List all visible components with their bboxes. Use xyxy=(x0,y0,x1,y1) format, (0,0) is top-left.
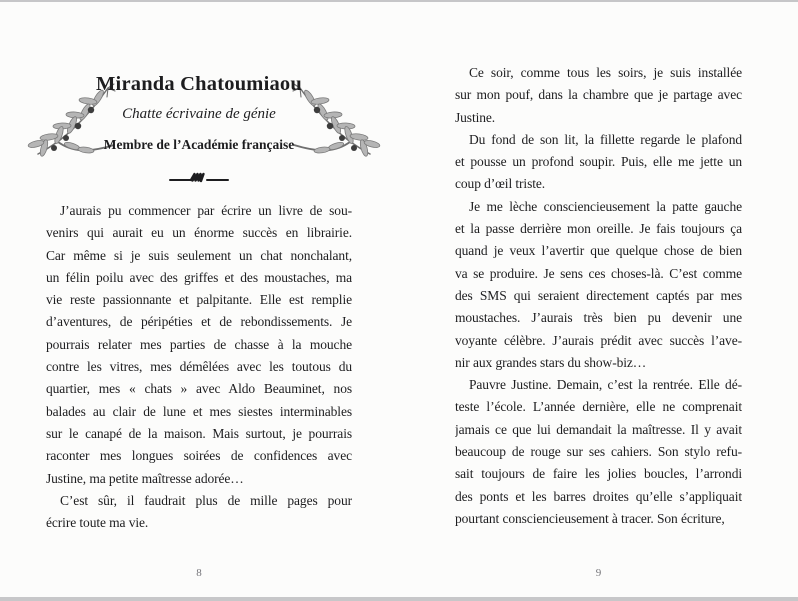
text-line: beaucoup de rouge sur ses cahiers. Son stylo refu- xyxy=(455,444,742,460)
text-line: contre les vitres, mes démêlées avec les toutous du xyxy=(46,359,352,375)
squiggle-divider-icon xyxy=(168,170,230,188)
text-line: des SMS qui seraient directement captés par mes xyxy=(455,287,742,303)
text-line: jamais ce que lui demandait la maîtresse. Il y avait xyxy=(455,421,742,437)
text-line: balades au clair de lune et mes siestes interminables xyxy=(46,403,352,419)
text-line: un félin poilu avec des griffes et des moustaches, ma xyxy=(46,269,352,285)
text-line: écrire toute ma vie. xyxy=(46,515,149,531)
right-page-number: 9 xyxy=(595,567,602,579)
author-membership: Membre de l’Académie française xyxy=(103,137,295,152)
text-line: Ce soir, comme tous les soirs, je suis installée xyxy=(469,65,742,80)
text-line: nir aux grandes stars du show-biz… xyxy=(455,354,647,370)
text-line: voyante célèbre. J’aurais prédit avec succès l’ave- xyxy=(455,332,742,348)
text-line: quartier, mes « chats » avec Aldo Beauminet, nos xyxy=(46,381,352,397)
text-line: venirs qui aurait eu un énorme succès en librairie. xyxy=(46,225,352,241)
text-line: sur le canapé de la maison. Mais surtout, je pourrais xyxy=(46,425,352,441)
text-line: coup d’œil triste. xyxy=(455,176,546,192)
left-page-number: 8 xyxy=(196,567,202,579)
bottom-border xyxy=(0,597,798,601)
text-line: Justine, ma petite maîtresse adorée… xyxy=(46,470,244,486)
text-line: sait toujours de faire les jolies boucles, l’arrondi xyxy=(455,466,742,482)
top-border xyxy=(0,0,798,2)
text-line: va se produire. Je sens ces choses-là. C’est comme xyxy=(455,265,742,281)
text-line: moustaches. J’aurais très bien pu devenir une xyxy=(455,310,742,326)
text-line: pourrais relater mes parties de chasse à la mouche xyxy=(46,336,352,352)
text-line: raconter mes longues soirées de confidences avec xyxy=(46,448,352,464)
text-line: C’est sûr, il faudrait plus de mille pages pour xyxy=(60,492,352,508)
text-line: des ponts et les barres droites qu’elle s’appliquait xyxy=(455,488,742,504)
text-line: sur mon pouf, dans la chambre que je partage avec xyxy=(455,87,742,103)
author-role: Chatte écrivaine de génie xyxy=(122,106,276,122)
text-line: d’aventures, de péripéties et de rebondissements. Je xyxy=(46,314,352,330)
text-line: J’aurais pu commencer par écrire un livre de sou- xyxy=(60,203,352,218)
text-line: pourtant consciencieusement à tracer. Son écriture, xyxy=(455,510,725,526)
text-line: teste l’école. L’année dernière, elle ne comprenait xyxy=(455,399,742,415)
author-name: Miranda Chatoumiaou xyxy=(96,73,302,95)
text-line: vie reste passionnante et palpitante. Elle est remplie xyxy=(46,292,352,308)
text-line: Pauvre Justine. Demain, c’est la rentrée. Elle dé- xyxy=(469,377,742,393)
text-line: Car même si je suis seulement un chat nonchalant, xyxy=(46,247,352,263)
text-line: Du fond de son lit, la fillette regarde le plafond xyxy=(469,131,742,147)
text-line: et pousse un profond soupir. Puis, elle me jette un xyxy=(455,154,742,170)
right-page-body-text xyxy=(455,62,742,530)
text-line: Justine. xyxy=(455,109,496,125)
text-line: et la passe derrière mon oreille. Je fais toujours ça xyxy=(455,221,742,237)
text-line: Je me lèche consciencieusement la patte gauche xyxy=(469,198,742,214)
text-line: quand je veux l’avertir que quelque chose de bien xyxy=(455,243,742,259)
left-page-body-text xyxy=(46,200,352,534)
